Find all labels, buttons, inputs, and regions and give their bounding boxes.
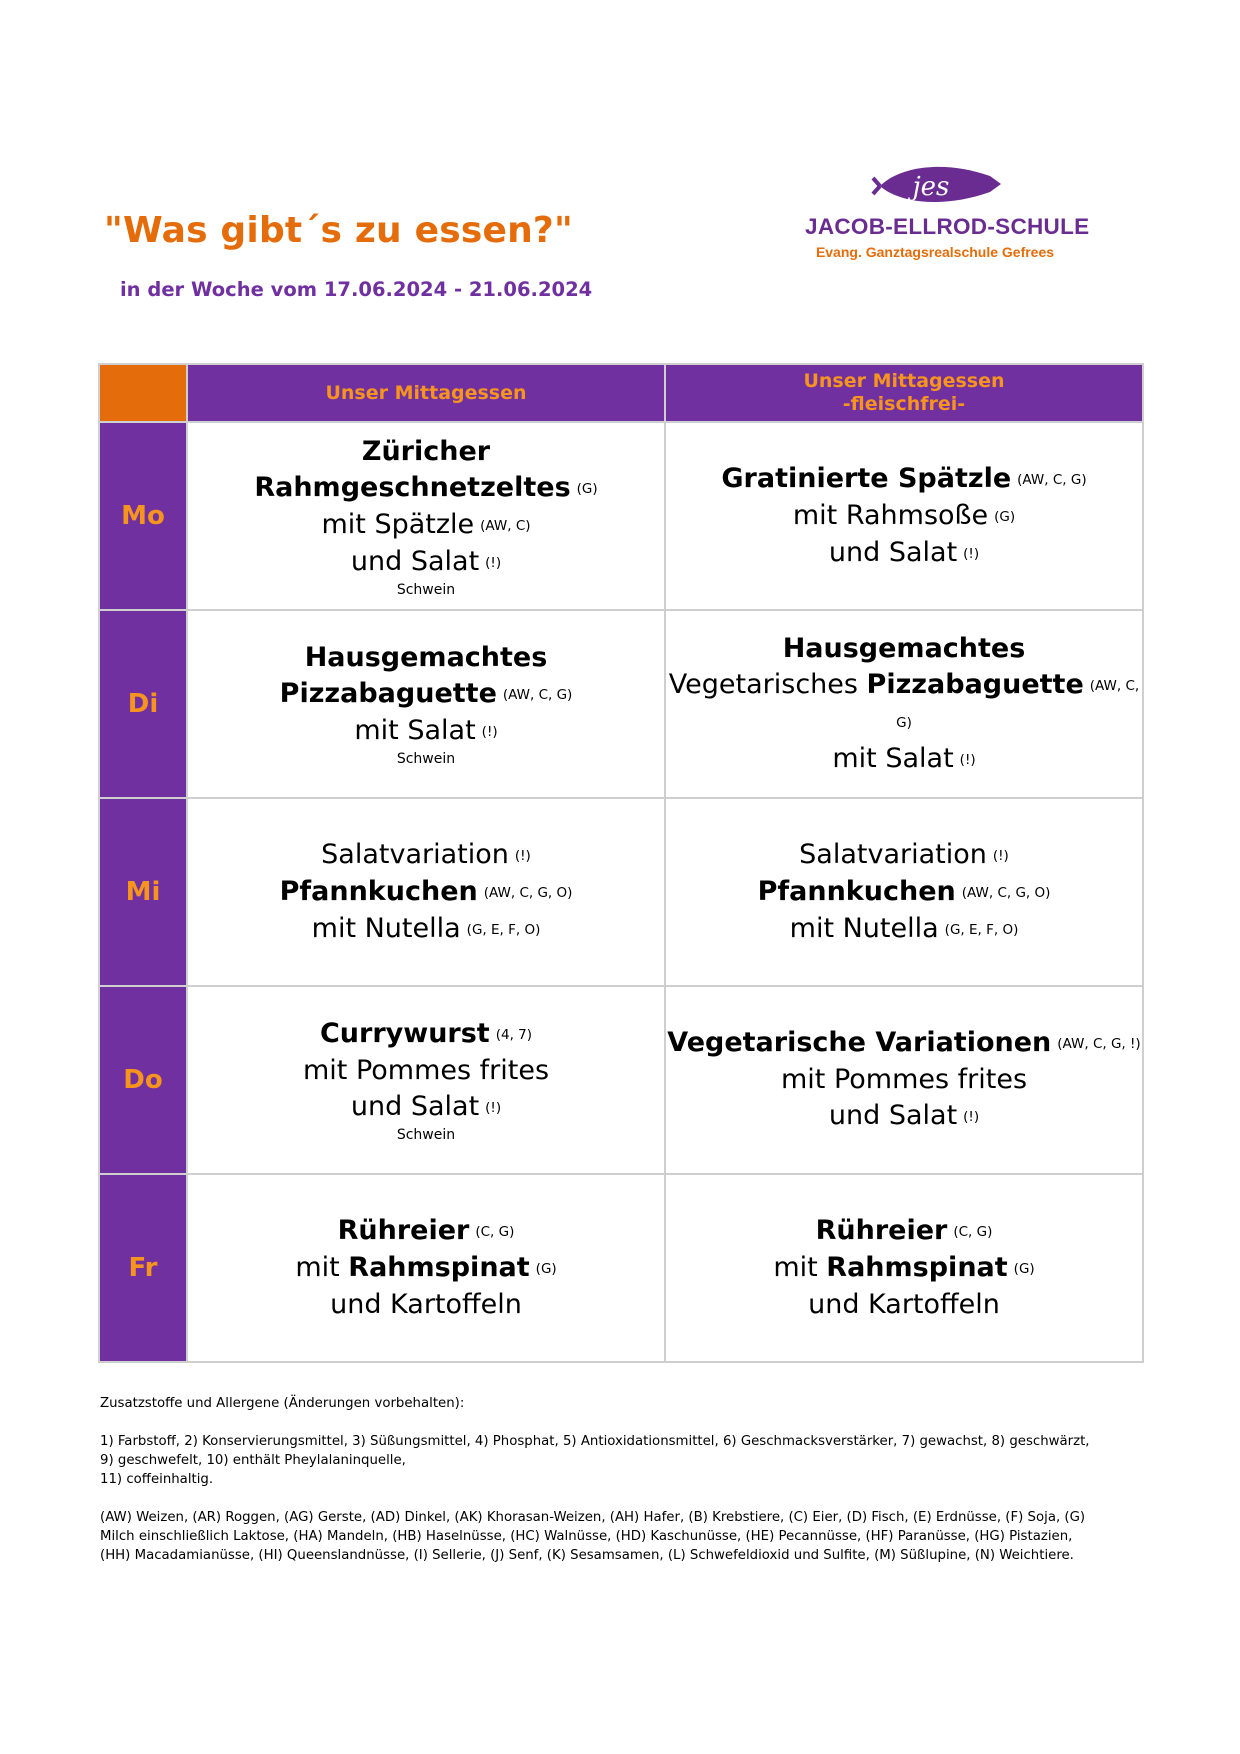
corner-cell bbox=[99, 364, 187, 422]
regular-dish-cell bbox=[187, 986, 665, 1174]
dish-text: mit Pommes frites bbox=[302, 1055, 550, 1086]
day-label: Mi bbox=[99, 798, 187, 986]
allergen-codes: (!) bbox=[485, 554, 502, 571]
dish-line bbox=[666, 874, 1142, 911]
dish-text: und Kartoffeln bbox=[330, 1289, 522, 1320]
dish-name: Vegetarische Variationen bbox=[667, 1027, 1052, 1058]
allergen-codes: (G) bbox=[576, 480, 598, 497]
dish-line bbox=[188, 1016, 664, 1053]
dish-line bbox=[188, 1213, 664, 1250]
vegetarian-dish-cell bbox=[665, 986, 1143, 1174]
dish-line bbox=[188, 544, 664, 581]
allergen-footer bbox=[100, 1394, 1100, 1584]
day-label: Fr bbox=[99, 1174, 187, 1362]
regular-dish-cell bbox=[187, 610, 665, 798]
dish-line bbox=[666, 741, 1142, 778]
school-logo bbox=[805, 158, 1090, 268]
allergen-codes: (AW, C, G) bbox=[896, 677, 1140, 731]
day-label: Mo bbox=[99, 422, 187, 610]
regular-dish-cell bbox=[187, 1174, 665, 1362]
dish-line bbox=[666, 631, 1142, 667]
dish-name: Pizzabaguette bbox=[279, 678, 497, 709]
allergen-codes: (4, 7) bbox=[495, 1027, 533, 1043]
regular-dish-cell bbox=[187, 798, 665, 986]
dish-name: Pfannkuchen bbox=[757, 875, 956, 907]
vegetarian-dish-cell bbox=[665, 610, 1143, 798]
dish-line bbox=[666, 1025, 1142, 1062]
allergen-codes: (!) bbox=[992, 847, 1009, 864]
allergen-codes: (AW, C, G) bbox=[1017, 471, 1087, 488]
day-row bbox=[99, 1174, 1143, 1362]
allergen-codes: (G) bbox=[535, 1261, 557, 1277]
allergen-codes: (!) bbox=[514, 847, 531, 864]
dish-text: mit Rahmsoße bbox=[792, 499, 989, 531]
dish-text: und Salat bbox=[350, 1091, 480, 1122]
allergen-codes: (G, E, F, O) bbox=[944, 921, 1019, 938]
dish-line bbox=[666, 1287, 1142, 1323]
allergen-codes: (AW, C, G) bbox=[502, 687, 573, 703]
allergen-codes: (AW, C, G, !) bbox=[1057, 1036, 1141, 1052]
dish-line bbox=[666, 461, 1142, 498]
dish-line bbox=[188, 676, 664, 713]
dish-text: Salatvariation bbox=[799, 838, 987, 870]
dish-name: Rühreier bbox=[815, 1215, 948, 1246]
dish-text: und Salat bbox=[828, 536, 958, 568]
dish-name: Pizzabaguette bbox=[866, 668, 1084, 700]
allergen-codes: (G) bbox=[1013, 1261, 1035, 1277]
dish-line bbox=[188, 713, 664, 750]
footer-heading: Zusatzstoffe und Allergene (Änderungen vorbehalten): bbox=[100, 1396, 465, 1411]
dish-line bbox=[188, 1250, 664, 1287]
dish-text: Salatvariation bbox=[321, 838, 509, 870]
allergen-codes: (!) bbox=[481, 724, 498, 740]
svg-text:jes: jes bbox=[912, 172, 950, 202]
dish-name: Currywurst bbox=[319, 1018, 490, 1049]
dish-text: mit Salat bbox=[832, 742, 954, 774]
column-header-regular: Unser Mittagessen bbox=[187, 364, 665, 422]
dish-name: Rahmspinat bbox=[348, 1252, 530, 1283]
dish-line bbox=[666, 535, 1142, 572]
day-row bbox=[99, 798, 1143, 986]
allergen-codes: (!) bbox=[963, 1109, 980, 1125]
dish-text: und Salat bbox=[828, 1100, 958, 1131]
day-row bbox=[99, 610, 1143, 798]
allergen-codes: (G) bbox=[994, 508, 1016, 525]
meat-note: Schwein bbox=[396, 1127, 456, 1143]
dish-text: mit Salat bbox=[354, 715, 476, 746]
allergen-codes: (!) bbox=[485, 1100, 502, 1116]
allergen-codes: (AW, C, G, O) bbox=[961, 884, 1051, 901]
dish-prefix: mit bbox=[295, 1252, 349, 1283]
page-title: "Was gibt´s zu essen?" bbox=[104, 210, 573, 251]
dish-line bbox=[666, 1213, 1142, 1250]
day-label: Di bbox=[99, 610, 187, 798]
dish-text: mit Pommes frites bbox=[780, 1064, 1028, 1095]
menu-table bbox=[98, 363, 1144, 1363]
dish-line bbox=[666, 911, 1142, 948]
allergens-list: (AW) Weizen, (AR) Roggen, (AG) Gerste, (AD) Dinkel, (AK) Khorasan-Weizen, (AH) Hafer, (B) Krebstiere, (C) Eier, (D) Fisch, (E) Erdnüsse, (F) Soja, (G) Milch einschließlich Laktose, (HA) Mandeln, (HB) Haselnüsse, (HC) Walnüsse, (HD) Kaschunüsse, (HE) Pecannüsse, (HF) Paranüsse, (HG) Pistazien, (HH) Macadamianüsse, (HI) Queenslandnüsse, (I) Sellerie, (J) Senf, (K) Sesamsamen, (L) Schwefeldioxid und Sulfite, (M) Süßlupine, (N) Weichtiere. bbox=[100, 1510, 1086, 1563]
dish-line bbox=[666, 1062, 1142, 1098]
dish-line bbox=[188, 874, 664, 911]
dish-line bbox=[666, 498, 1142, 535]
meat-note: Schwein bbox=[396, 581, 456, 598]
dish-prefix: Vegetarisches bbox=[668, 668, 867, 700]
day-row bbox=[99, 986, 1143, 1174]
allergen-codes: (C, G) bbox=[953, 1224, 993, 1240]
dish-line bbox=[188, 434, 664, 507]
week-subtitle: in der Woche vom 17.06.2024 - 21.06.2024 bbox=[120, 278, 593, 301]
allergen-codes: (!) bbox=[963, 545, 980, 562]
meat-note: Schwein bbox=[396, 751, 456, 767]
day-label: Do bbox=[99, 986, 187, 1174]
dish-name: Gratinierte Spätzle bbox=[721, 462, 1012, 494]
dish-line bbox=[188, 1089, 664, 1126]
additives-list: 1) Farbstoff, 2) Konservierungsmittel, 3) Süßungsmittel, 4) Phosphat, 5) Antioxidationsmittel, 6) Geschmacksverstärker, 7) gewachst, 8) geschwärzt, 9) geschwefelt, 10) enthält Pheylalaninquelle, 11) coffeinhaltig. bbox=[100, 1434, 1090, 1487]
dish-line bbox=[666, 1250, 1142, 1287]
allergen-codes: (AW, C, G, O) bbox=[483, 884, 573, 901]
dish-text: mit Spätzle bbox=[321, 508, 475, 540]
vegetarian-dish-cell bbox=[665, 422, 1143, 610]
school-name: JACOB-ELLROD-SCHULE bbox=[805, 214, 1090, 239]
dish-line bbox=[666, 667, 1142, 741]
dish-line bbox=[666, 837, 1142, 874]
dish-text: mit Nutella bbox=[789, 912, 939, 944]
allergen-codes: (G, E, F, O) bbox=[466, 921, 541, 938]
vegetarian-dish-cell bbox=[665, 798, 1143, 986]
allergen-codes: (C, G) bbox=[475, 1224, 515, 1240]
dish-line bbox=[188, 1053, 664, 1089]
school-tagline: Evang. Ganztagsrealschule Gefrees bbox=[815, 244, 1055, 260]
allergen-codes: (AW, C) bbox=[480, 517, 531, 534]
dish-name: Rahmspinat bbox=[826, 1252, 1008, 1283]
dish-prefix: mit bbox=[773, 1252, 827, 1283]
dish-line bbox=[188, 640, 664, 676]
fish-logo-icon bbox=[805, 158, 1065, 214]
dish-line bbox=[188, 837, 664, 874]
dish-text: und Salat bbox=[350, 545, 480, 577]
dish-text: und Kartoffeln bbox=[808, 1289, 1000, 1320]
dish-text: mit Nutella bbox=[311, 912, 461, 944]
day-row bbox=[99, 422, 1143, 610]
dish-name: Hausgemachtes bbox=[304, 642, 548, 673]
dish-name: Hausgemachtes bbox=[782, 632, 1026, 664]
dish-name: Rühreier bbox=[337, 1215, 470, 1246]
menu-header-row bbox=[99, 364, 1143, 422]
allergen-codes: (!) bbox=[959, 751, 976, 768]
column-header-vegetarian: Unser Mittagessen -fleischfrei- bbox=[665, 364, 1143, 422]
regular-dish-cell bbox=[187, 422, 665, 610]
dish-line bbox=[188, 1287, 664, 1323]
dish-name: Züricher Rahmgeschnetzeltes bbox=[254, 435, 571, 503]
dish-line bbox=[666, 1098, 1142, 1135]
dish-line bbox=[188, 507, 664, 544]
dish-name: Pfannkuchen bbox=[279, 875, 478, 907]
vegetarian-dish-cell bbox=[665, 1174, 1143, 1362]
dish-line bbox=[188, 911, 664, 948]
